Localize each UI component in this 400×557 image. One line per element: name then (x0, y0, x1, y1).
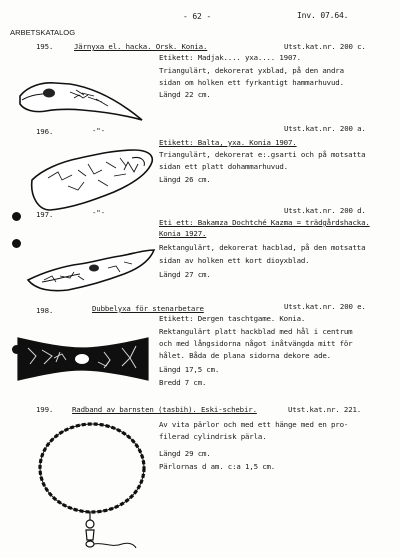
entry-catalog-number: Utst.kat.nr. 200 c. (284, 42, 366, 51)
entry-description: sidan om holken ett fyrkantigt hammarhuvud. (159, 78, 344, 87)
entry-catalog-number: Utst.kat.nr. 200 a. (284, 124, 366, 133)
entry-catalog-number: Utst.kat.nr. 200 d. (284, 206, 366, 215)
entry-title: Dubbelyxa för stenarbetare (92, 304, 204, 313)
catalog-title: ARBETSKATALOG (10, 28, 76, 37)
binder-hole (12, 212, 21, 221)
entry-dimension: Pärlornas d am. c:a 1,5 cm. (159, 462, 276, 471)
entry-description: Triangulärt, dekorerat yxblad, på den andra (159, 66, 344, 75)
prayer-beads-illustration (30, 416, 158, 554)
entry-title: -"- (92, 126, 105, 135)
entry-number: 199. (36, 405, 54, 414)
entry-label-continued: Konia 1927. (159, 229, 207, 238)
entry-description: Rektangulärt platt hackblad med hål i centrum (159, 327, 353, 336)
entry-description: filerad cylindrisk pärla. (159, 432, 267, 441)
double-axe-illustration (14, 334, 152, 384)
entry-catalog-number: Utst.kat.nr. 200 e. (284, 302, 366, 311)
entry-dimension: Bredd 7 cm. (159, 378, 207, 387)
entry-label: Eti ett: Bakamza Dochtché Kazma = trädgårdshacka. (159, 218, 370, 227)
garden-hoe-illustration (24, 246, 160, 294)
inventory-number: Inv. 07.64. (297, 11, 349, 20)
entry-title: Radband av barnsten (tasbih). Eski-schebir. (72, 405, 257, 414)
binder-hole (12, 239, 21, 248)
entry-dimension: Längd 29 cm. (159, 449, 211, 458)
entry-dimension: Längd 17,5 cm. (159, 365, 220, 374)
entry-number: 198. (36, 306, 54, 315)
entry-description: Triangulärt, dekorerat e:.gsarti och på motsatta (159, 150, 366, 159)
entry-number: 197. (36, 210, 54, 219)
entry-dimension: Längd 22 cm. (159, 90, 211, 99)
entry-label: Etikett: Balta, yxa. Konia 1907. (159, 138, 297, 147)
entry-description: hålet. Båda de plana sidorna dekore ade. (159, 351, 331, 360)
entry-description: Av vita pärlor och med ett hänge med en pro- (159, 420, 349, 429)
entry-description: och med långsidorna något inåtvängda mitt för (159, 339, 353, 348)
entry-number: 195. (36, 42, 54, 51)
entry-dimension: Längd 27 cm. (159, 270, 211, 279)
entry-label: Etikett: Dergen taschtgame. Konia. (159, 314, 306, 323)
entry-title: Järnyxa el. hacka. Orsk. Konia. (74, 42, 208, 51)
entry-description: sidan ett platt dohammarhuvud. (159, 162, 288, 171)
entry-label: Etikett: Madjak.... yxa.... 1907. (159, 53, 301, 62)
axe-hammer-illustration (10, 66, 158, 130)
entry-catalog-number: Utst.kat.nr. 221. (288, 405, 362, 414)
entry-number: 196. (36, 127, 54, 136)
page-number: - 62 - (183, 12, 211, 21)
axe-illustration (28, 140, 158, 216)
entry-dimension: Längd 26 cm. (159, 175, 211, 184)
entry-title: -"- (92, 208, 105, 217)
entry-description: sidan av holken ett kort dioyxblad. (159, 256, 310, 265)
entry-description: Rektangulärt, dekorerat hacblad, på den motsatta (159, 243, 366, 252)
